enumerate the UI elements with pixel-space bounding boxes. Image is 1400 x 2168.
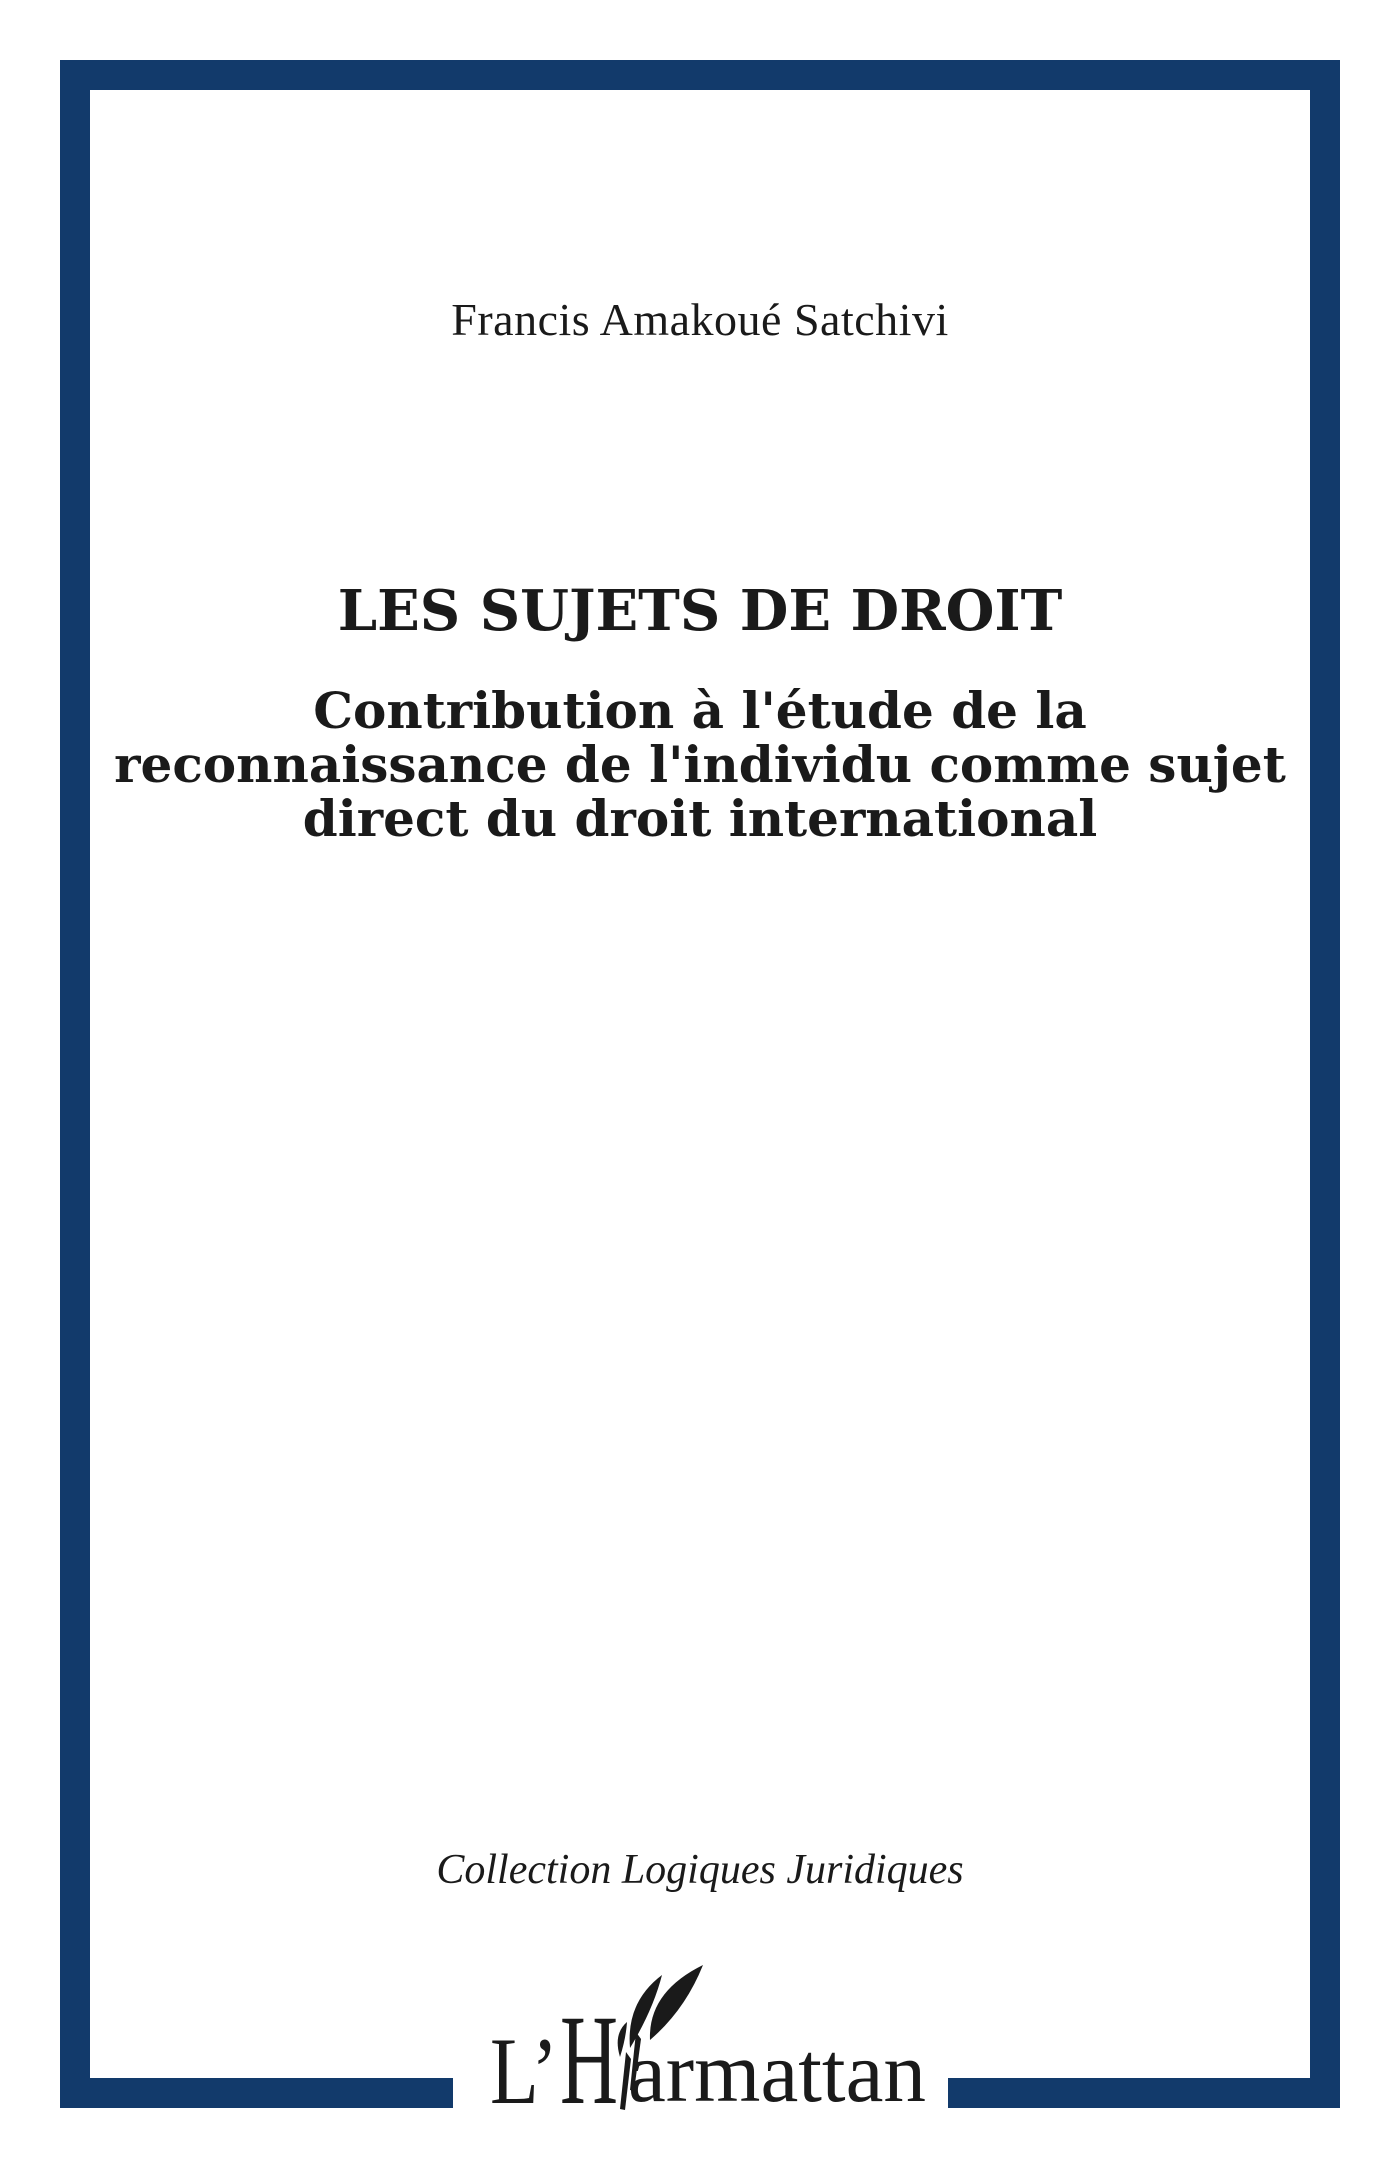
collection-name: Collection Logiques Juridiques xyxy=(436,1847,964,1893)
cover-frame-border xyxy=(60,60,1340,2108)
logo-letter-l-apostrophe: L’ xyxy=(490,2018,558,2124)
logo-word-rest: armattan xyxy=(628,2024,926,2120)
subtitle-line-1: Contribution à l'étude de la xyxy=(313,681,1087,740)
publisher-logo xyxy=(450,1962,970,2132)
book-title: LES SUJETS DE DROIT xyxy=(337,578,1063,644)
logo-letter-h: H xyxy=(560,1989,618,2131)
subtitle-line-3: direct du droit international xyxy=(302,789,1098,848)
subtitle-line-2: reconnaissance de l'individu comme sujet xyxy=(114,735,1286,794)
author-name: Francis Amakoué Satchivi xyxy=(451,294,949,345)
book-subtitle xyxy=(100,681,1300,848)
